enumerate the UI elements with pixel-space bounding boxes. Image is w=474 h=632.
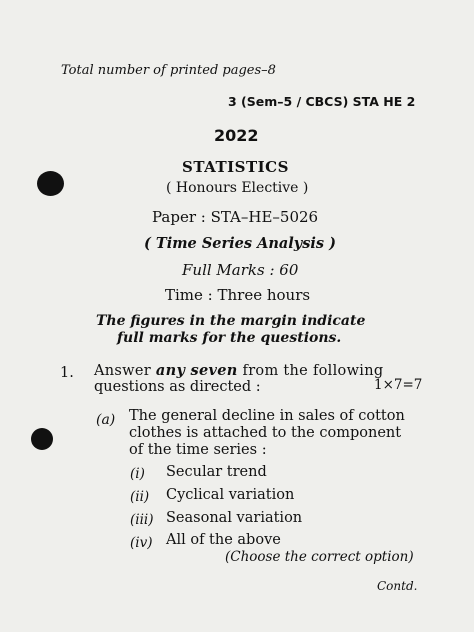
- question-text-line-2: questions as directed :: [94, 379, 261, 395]
- part-a-line-3: of the time series :: [129, 442, 267, 458]
- instruction-line-2: full marks for the questions.: [117, 330, 342, 346]
- option-label: (ii): [130, 489, 150, 505]
- question-text-suffix: from the following: [242, 363, 384, 379]
- subject-title: STATISTICS: [182, 158, 289, 176]
- part-a-line-1: The general decline in sales of cotton: [129, 408, 405, 424]
- instruction-line-1: The figures in the margin indicate: [96, 313, 366, 329]
- paper-number: Paper : STA–HE–5026: [152, 208, 319, 226]
- part-a-line-2: clothes is attached to the component: [129, 425, 402, 441]
- option-text: All of the above: [166, 532, 281, 548]
- exam-year: 2022: [214, 126, 259, 145]
- option-label: (i): [130, 466, 145, 482]
- punch-hole-top: [37, 171, 64, 196]
- printed-pages-note: Total number of printed pages–8: [61, 63, 276, 78]
- course-title: ( Time Series Analysis ): [144, 235, 336, 252]
- option-text: Secular trend: [166, 464, 267, 480]
- option-label: (iv): [130, 535, 153, 551]
- question-marks: 1×7=7: [374, 377, 423, 393]
- full-marks: Full Marks : 60: [182, 261, 299, 279]
- part-a-label: (a): [96, 412, 116, 428]
- question-text: [94, 362, 383, 379]
- option-text: Cyclical variation: [166, 487, 295, 503]
- option-text: Seasonal variation: [166, 510, 303, 526]
- question-text-prefix: Answer: [94, 363, 151, 379]
- question-number: 1.: [60, 365, 74, 381]
- punch-hole-bottom: [31, 428, 53, 450]
- answer-direction: (Choose the correct option): [225, 549, 414, 565]
- question-text-emphasis: any seven: [155, 362, 238, 379]
- paper-code: 3 (Sem–5 / CBCS) STA HE 2: [228, 94, 416, 109]
- time-allowed: Time : Three hours: [165, 286, 311, 304]
- contd-label: Contd.: [377, 579, 418, 593]
- option-label: (iii): [130, 512, 154, 528]
- elective-label: ( Honours Elective ): [166, 180, 309, 196]
